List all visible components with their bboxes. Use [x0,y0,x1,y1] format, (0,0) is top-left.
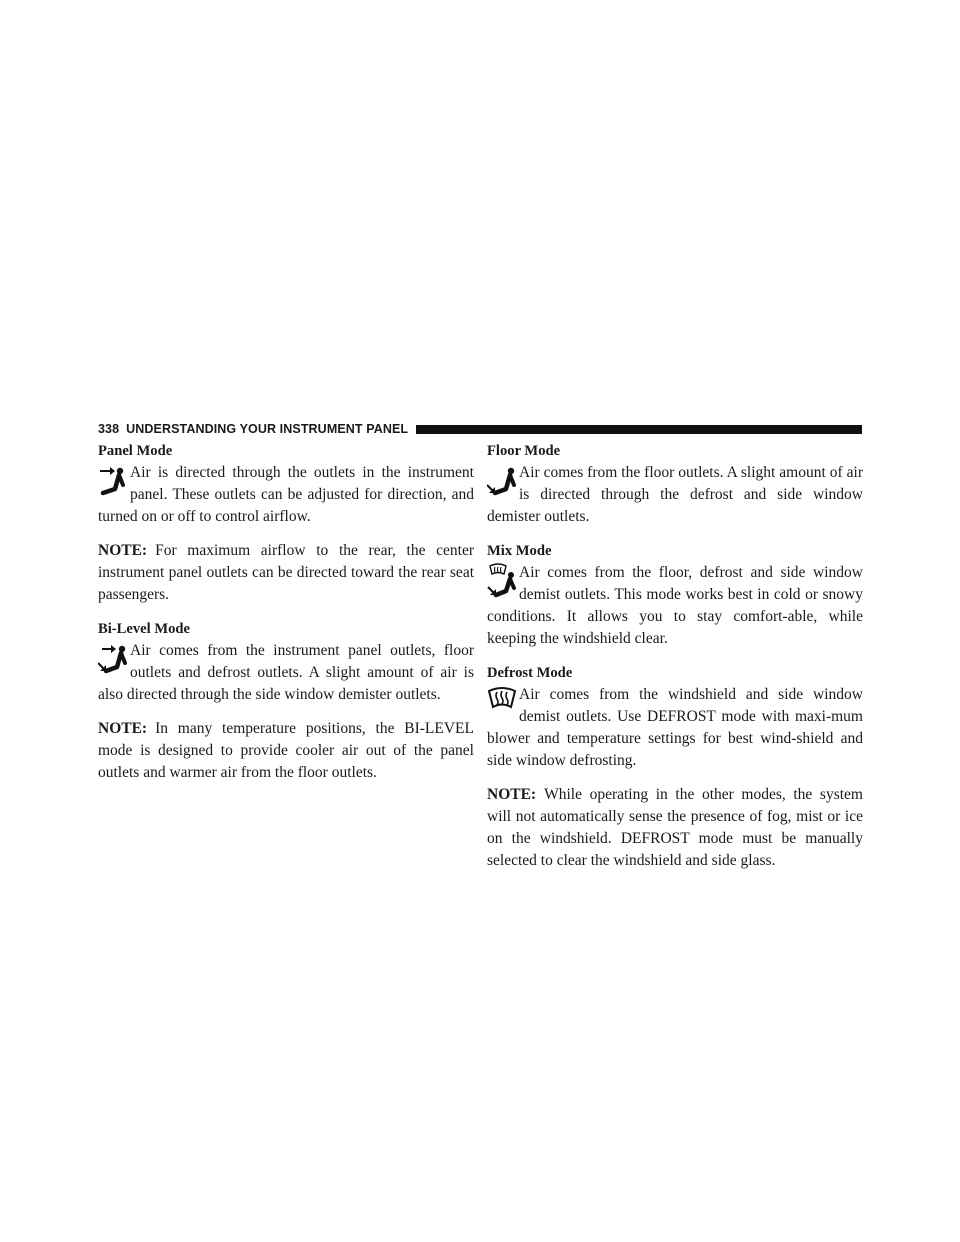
note-text: For maximum airflow to the rear, the center instrument panel outlets can be directed toward the rear seat passengers. [98,542,474,603]
note-label: NOTE: [98,542,148,559]
note-label: NOTE: [98,720,148,737]
chapter-title: UNDERSTANDING YOUR INSTRUMENT PANEL [126,422,409,436]
section-title: Panel Mode [98,443,173,459]
floor-mode-section [487,440,863,528]
mix-mode-section [487,540,863,650]
page-number: 338 [98,422,120,436]
section-title: Defrost Mode [487,665,573,681]
header-rule [416,425,862,434]
section-title: Mix Mode [487,543,552,559]
defrost-mode-section [487,662,863,772]
section-text: Air comes from the windshield and side window demist outlets. Use DEFROST mode with maxi-mum blower and temperature settings for best wind-shield and side window defrosting. [487,686,863,769]
section-text: Air comes from the floor, defrost and side window demist outlets. This mode works best in cold or snowy conditions. It allows you to stay comfort-able, while keeping the windshield clear. [487,564,863,647]
section-text: Air is directed through the outlets in the instrument panel. These outlets can be adjusted for direction, and turned on or off to control airflow. [98,464,474,525]
page-header [98,418,862,440]
note-label: NOTE: [487,786,537,803]
bi-level-mode-section [98,618,474,706]
floor-mode-icon [487,463,517,503]
section-title: Floor Mode [487,443,561,459]
panel-mode-icon [98,463,128,503]
section-text: Air comes from the instrument panel outlets, floor outlets and defrost outlets. A slight amount of air is also directed through the side window demister outlets. [98,642,474,703]
section-text: Air comes from the floor outlets. A slight amount of air is directed through the defrost and side window demister outlets. [487,464,863,525]
bi-level-mode-icon [98,641,128,681]
right-column [487,440,863,884]
defrost-mode-icon [487,685,517,725]
note-paragraph [98,718,474,784]
note-paragraph [98,540,474,606]
note-text: In many temperature positions, the BI-LEVEL mode is designed to provide cooler air out of the panel outlets and warmer air from the floor outlets. [98,720,474,781]
note-text: While operating in the other modes, the system will not automatically sense the presence of fog, mist or ice on the windshield. DEFROST mode must be manually selected to clear the windshield and side glass. [487,786,863,869]
mix-mode-icon [487,563,517,603]
section-title: Bi-Level Mode [98,621,191,637]
panel-mode-section [98,440,474,528]
note-paragraph [487,784,863,872]
left-column [98,440,474,796]
